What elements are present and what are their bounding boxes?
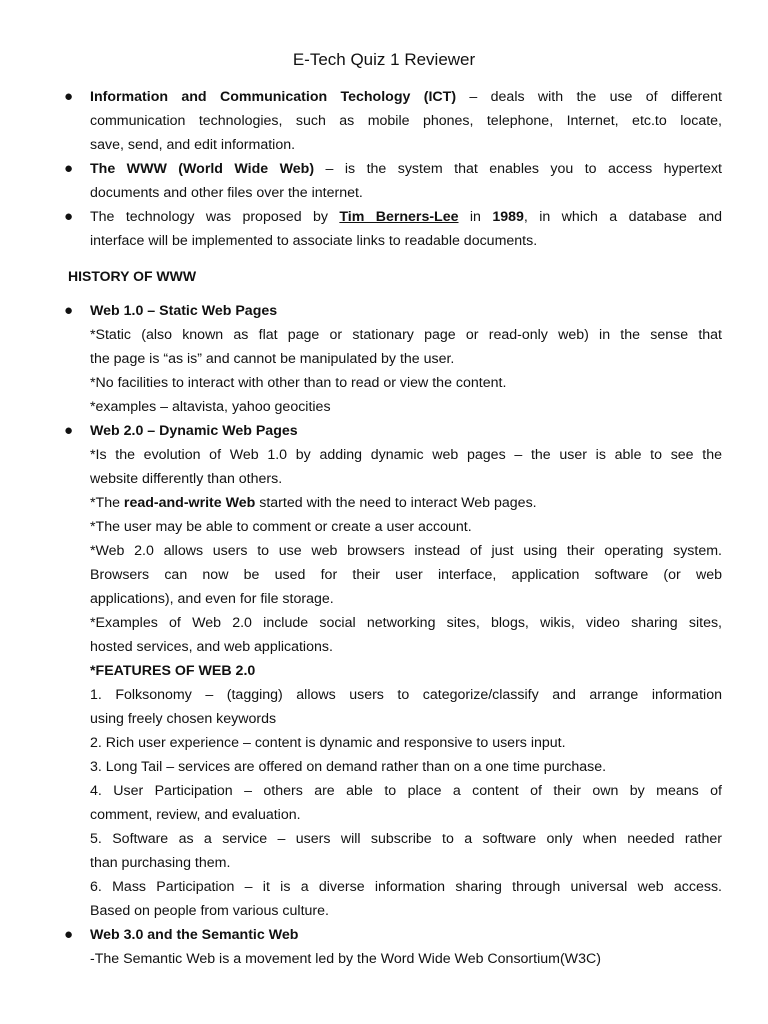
feature-line: than purchasing them. xyxy=(90,855,231,871)
ict-line-3: save, send, and edit information. xyxy=(90,137,296,153)
web2-line-8: *Examples of Web 2.0 include social networking sites, blogs, wikis, video sharing sites, xyxy=(90,615,722,631)
web2-line-5: *Web 2.0 allows users to use web browsers instead of just using their operating system. xyxy=(90,543,722,559)
web2-line-9: hosted services, and web applications. xyxy=(90,639,333,655)
web1-line-3: *No facilities to interact with other than to read or view the content. xyxy=(90,375,507,391)
web2-line-1: *Is the evolution of Web 1.0 by adding dynamic web pages – the user is able to see the xyxy=(90,447,722,463)
ict-line-2: communication technologies, such as mobile phones, telephone, Internet, etc.to locate, xyxy=(90,113,722,129)
feature-line: 5. Software as a service – users will subscribe to a software only when needed rather xyxy=(90,831,722,847)
web2-line-6: Browsers can now be used for their user interface, application software (or web xyxy=(90,567,722,583)
www-term: The WWW (World Wide Web) xyxy=(90,161,315,177)
web3-heading xyxy=(90,923,722,947)
www-line-2: documents and other files over the internet. xyxy=(90,185,363,201)
ict-term: Information and Communication Techology (ICT) xyxy=(90,89,457,105)
rw-term: read-and-write Web xyxy=(123,495,256,511)
tbl-line-2: interface will be implemented to associate links to readable documents. xyxy=(90,233,538,249)
tbl-text-a: The technology was proposed by xyxy=(90,209,340,225)
tbl-line-1 xyxy=(90,205,722,229)
year: 1989 xyxy=(492,209,524,225)
feature-line: comment, review, and evaluation. xyxy=(90,807,301,823)
bullet-icon: ● xyxy=(64,422,74,439)
feature-line: 2. Rich user experience – content is dynamic and responsive to users input. xyxy=(90,735,566,751)
web3-heading-text: Web 3.0 and the Semantic Web xyxy=(90,927,299,943)
features-heading xyxy=(90,659,722,683)
web2-line-2: website differently than others. xyxy=(90,471,283,487)
tbl-text-c: , in which a database and xyxy=(523,209,722,225)
bullet-icon: ● xyxy=(64,302,74,319)
bullet-icon: ● xyxy=(64,208,74,225)
rw-prefix: *The xyxy=(90,495,124,511)
feature-line: 6. Mass Participation – it is a diverse information sharing through universal web access. xyxy=(90,879,722,895)
rw-suffix: started with the need to interact Web pages. xyxy=(255,495,537,511)
web3-line-1: -The Semantic Web is a movement led by the Word Wide Web Consortium(W3C) xyxy=(90,951,601,967)
feature-line: Based on people from various culture. xyxy=(90,903,329,919)
history-heading: HISTORY OF WWW xyxy=(68,268,197,284)
www-definition: – is the system that enables you to access hypertext xyxy=(314,161,722,177)
feature-line: 1. Folksonomy – (tagging) allows users to categorize/classify and arrange information xyxy=(90,687,722,703)
web2-heading-text: Web 2.0 – Dynamic Web Pages xyxy=(90,423,298,439)
document-title: E-Tech Quiz 1 Reviewer xyxy=(292,50,476,69)
web1-heading xyxy=(90,299,722,323)
web1-line-2: the page is “as is” and cannot be manipulated by the user. xyxy=(90,351,455,367)
inventor-name: Tim Berners-Lee xyxy=(339,209,459,225)
feature-line: 4. User Participation – others are able to place a content of their own by means of xyxy=(90,783,722,799)
features-heading-text: *FEATURES OF WEB 2.0 xyxy=(90,663,256,679)
web2-line-3 xyxy=(90,491,722,515)
www-line-1 xyxy=(90,157,722,181)
bullet-icon: ● xyxy=(64,88,74,105)
tbl-text-b: in xyxy=(458,209,493,225)
bullet-icon: ● xyxy=(64,160,74,177)
feature-line: 3. Long Tail – services are offered on demand rather than on a one time purchase. xyxy=(90,759,607,775)
ict-line-1 xyxy=(90,85,722,109)
web2-line-7: applications), and even for file storage. xyxy=(90,591,334,607)
feature-line: using freely chosen keywords xyxy=(90,711,277,727)
web1-line-4: *examples – altavista, yahoo geocities xyxy=(90,399,331,415)
web1-heading-text: Web 1.0 – Static Web Pages xyxy=(90,303,278,319)
web2-heading xyxy=(90,419,722,443)
bullet-icon: ● xyxy=(64,926,74,943)
web1-line-1: *Static (also known as flat page or stationary page or read-only web) in the sense that xyxy=(90,327,722,343)
ict-definition: – deals with the use of different xyxy=(456,89,722,105)
web2-line-4: *The user may be able to comment or create a user account. xyxy=(90,519,472,535)
